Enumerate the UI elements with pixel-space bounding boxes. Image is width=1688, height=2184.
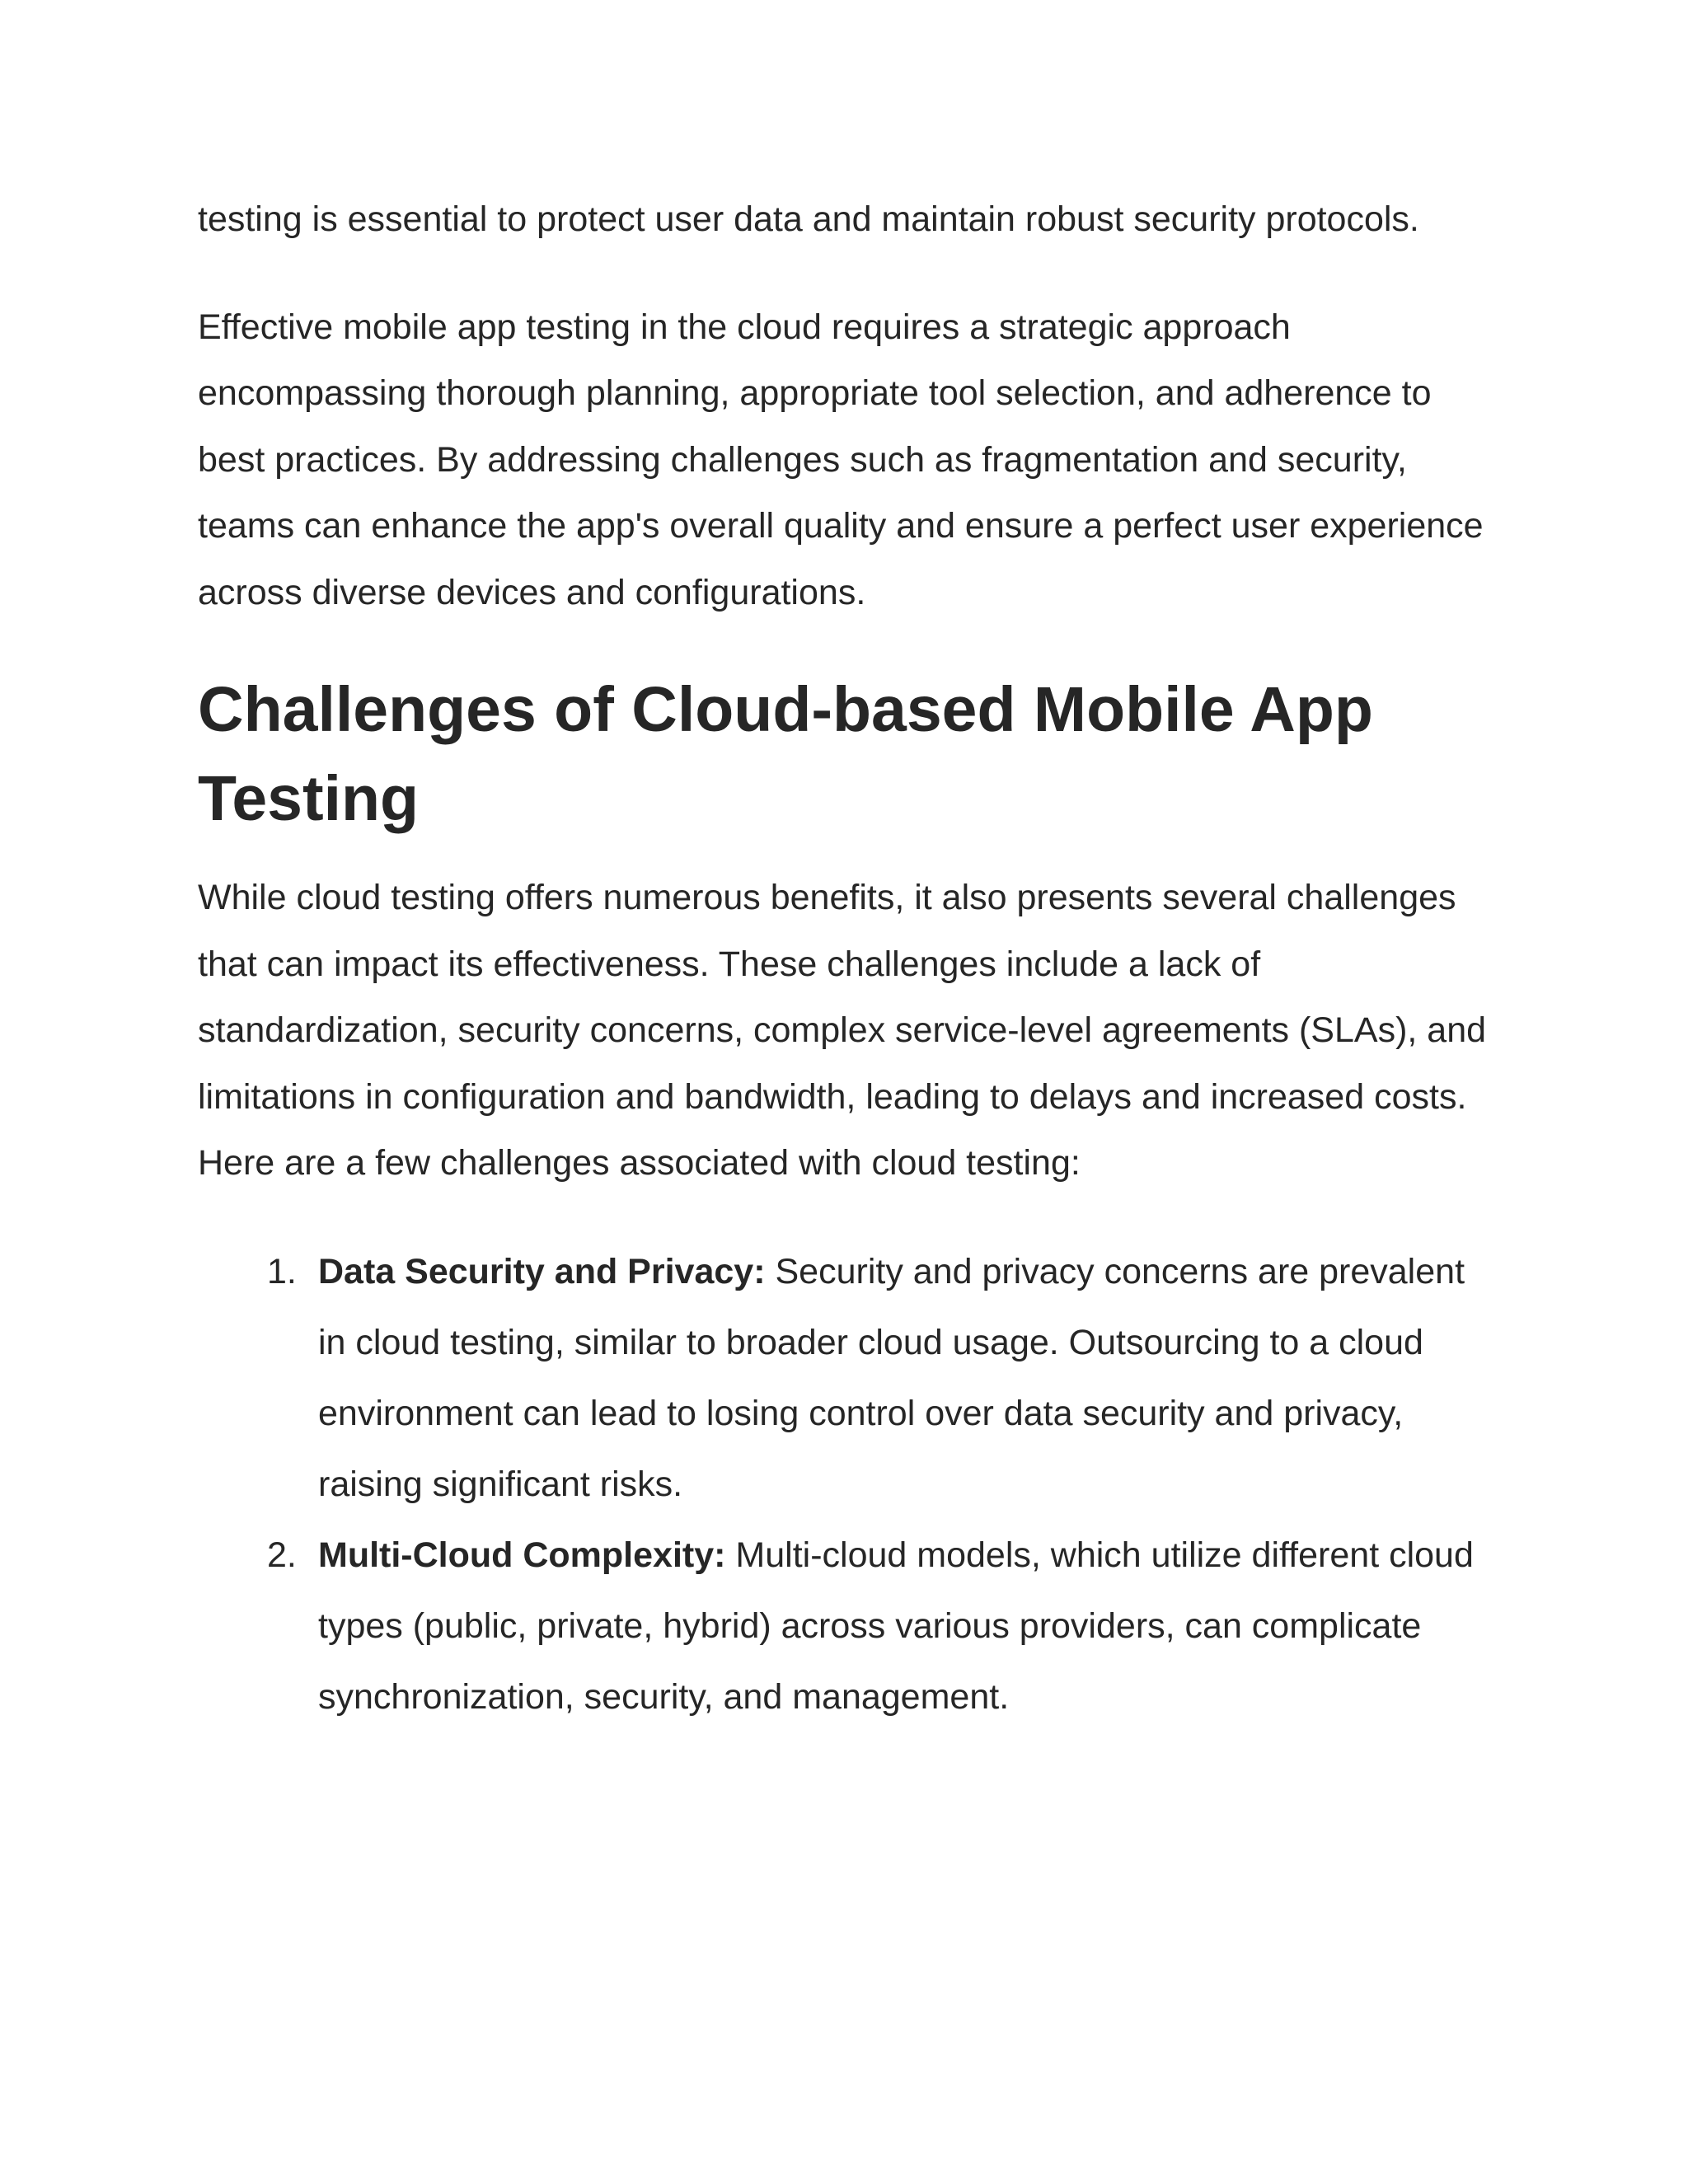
list-item-term: Data Security and Privacy: [318,1251,766,1291]
list-item-text: Security and privacy concerns are prevalent in cloud testing, similar to broader cloud usage. Outsourcing to a cloud environment can lead to losing control over data security and privacy, raising significant risks. [318,1251,1465,1504]
list-item [198,1520,1500,1732]
section-heading: Challenges of Cloud-based Mobile App Testing [198,674,1373,834]
section-intro-paragraph: While cloud testing offers numerous benefits, it also presents several challenges that can impact its effectiveness. These challenges include a lack of standardization, security concerns, complex service-level agreements (SLAs), and limitations in configuration and bandwidth, leading to delays and increased costs. Here are a few challenges associated with cloud testing: [198,878,1487,1183]
effective-testing-paragraph: Effective mobile app testing in the cloud requires a strategic approach encompassing thorough planning, appropriate tool selection, and adherence to best practices. By addressing challenges such as fragmentation and security, teams can enhance the app's overall quality and ensure a perfect user experience across diverse devices and configurations. [198,307,1484,612]
list-item-term: Multi-Cloud Complexity: [318,1535,726,1575]
challenges-list [198,1236,1500,1732]
list-item-text: Multi-cloud models, which utilize different cloud types (public, private, hybrid) across various providers, can complicate synchronization, security, and management. [318,1535,1474,1717]
intro-tail-paragraph: testing is essential to protect user data and maintain robust security protocols. [198,199,1419,239]
list-item-number: 1. [267,1251,297,1291]
list-item [198,1236,1500,1520]
document-page [198,186,1500,1732]
list-item-number: 2. [267,1535,297,1575]
